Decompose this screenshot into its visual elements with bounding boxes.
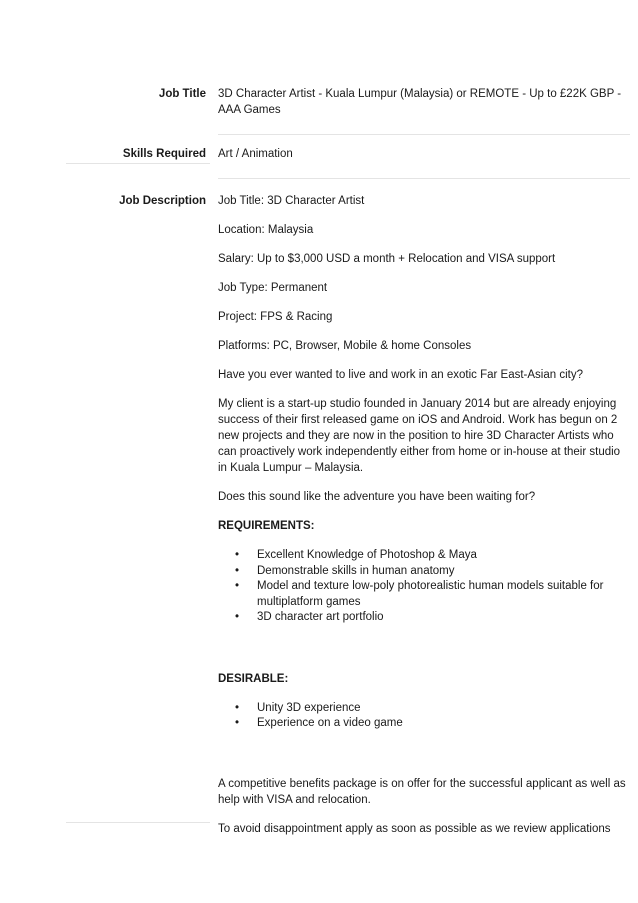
divider	[66, 822, 210, 823]
list-item	[218, 716, 628, 732]
adventure-question: Does this sound like the adventure you have been waiting for?	[218, 491, 536, 503]
bullet-icon: •	[235, 701, 240, 714]
list-item	[218, 564, 628, 580]
client-paragraph: My client is a start-up studio founded in January 2014 but are already enjoying success of their first released game on iOS and Android. Work has begun on 2 new projects and they are now in the position to hire 3D Character Artists who can proactively work independently either from home or in-house at their studio in Kuala Lumpur – Malaysia.	[218, 398, 621, 474]
benefits-paragraph: A competitive benefits package is on offer for the successful applicant as well as help with VISA and relocation.	[218, 777, 626, 806]
description-line: Platforms: PC, Browser, Mobile & home Consoles	[218, 340, 472, 352]
desirable-list	[218, 701, 628, 732]
bullet-icon: •	[235, 611, 240, 623]
job-description-body	[218, 193, 628, 837]
list-item	[218, 610, 628, 626]
list-item-text: 3D character art portfolio	[257, 611, 384, 623]
bullet-icon: •	[235, 564, 240, 577]
list-item-text: Excellent Knowledge of Photoshop & Maya	[257, 549, 477, 561]
list-item-text: Unity 3D experience	[257, 701, 361, 714]
divider	[218, 134, 630, 135]
bullet-icon: •	[235, 717, 240, 729]
bullet-icon: •	[235, 549, 240, 561]
description-line: Job Title: 3D Character Artist	[218, 195, 365, 207]
list-item-text: Demonstrable skills in human anatomy	[257, 564, 455, 577]
list-item	[218, 579, 617, 610]
divider	[66, 163, 210, 164]
description-line: Location: Malaysia	[218, 224, 314, 236]
description-line: Salary: Up to $3,000 USD a month + Relocation and VISA support	[218, 253, 556, 265]
description-line: Job Type: Permanent	[218, 282, 328, 294]
skills-required-label: Skills Required	[122, 148, 206, 160]
divider	[218, 178, 630, 179]
closing-line: To avoid disappointment apply as soon as possible as we review applications	[218, 822, 611, 835]
job-title-value: 3D Character Artist - Kuala Lumpur (Malaysia) or REMOTE - Up to £22K GBP - AAA Games	[218, 88, 622, 116]
skills-required-value: Art / Animation	[218, 148, 293, 160]
list-item-text: Model and texture low-poly photorealistic human models suitable for multiplatform games	[257, 580, 604, 608]
requirements-list	[218, 548, 628, 626]
list-item	[218, 701, 628, 717]
job-description-label: Job Description	[119, 195, 206, 207]
description-line: Project: FPS & Racing	[218, 311, 333, 323]
description-line: Have you ever wanted to live and work in an exotic Far East-Asian city?	[218, 369, 583, 381]
requirements-heading: REQUIREMENTS:	[218, 520, 315, 532]
bullet-icon: •	[235, 580, 240, 592]
list-item-text: Experience on a video game	[257, 717, 403, 729]
desirable-heading: DESIRABLE:	[218, 672, 289, 685]
list-item	[218, 548, 628, 564]
job-title-label: Job Title	[158, 88, 206, 100]
